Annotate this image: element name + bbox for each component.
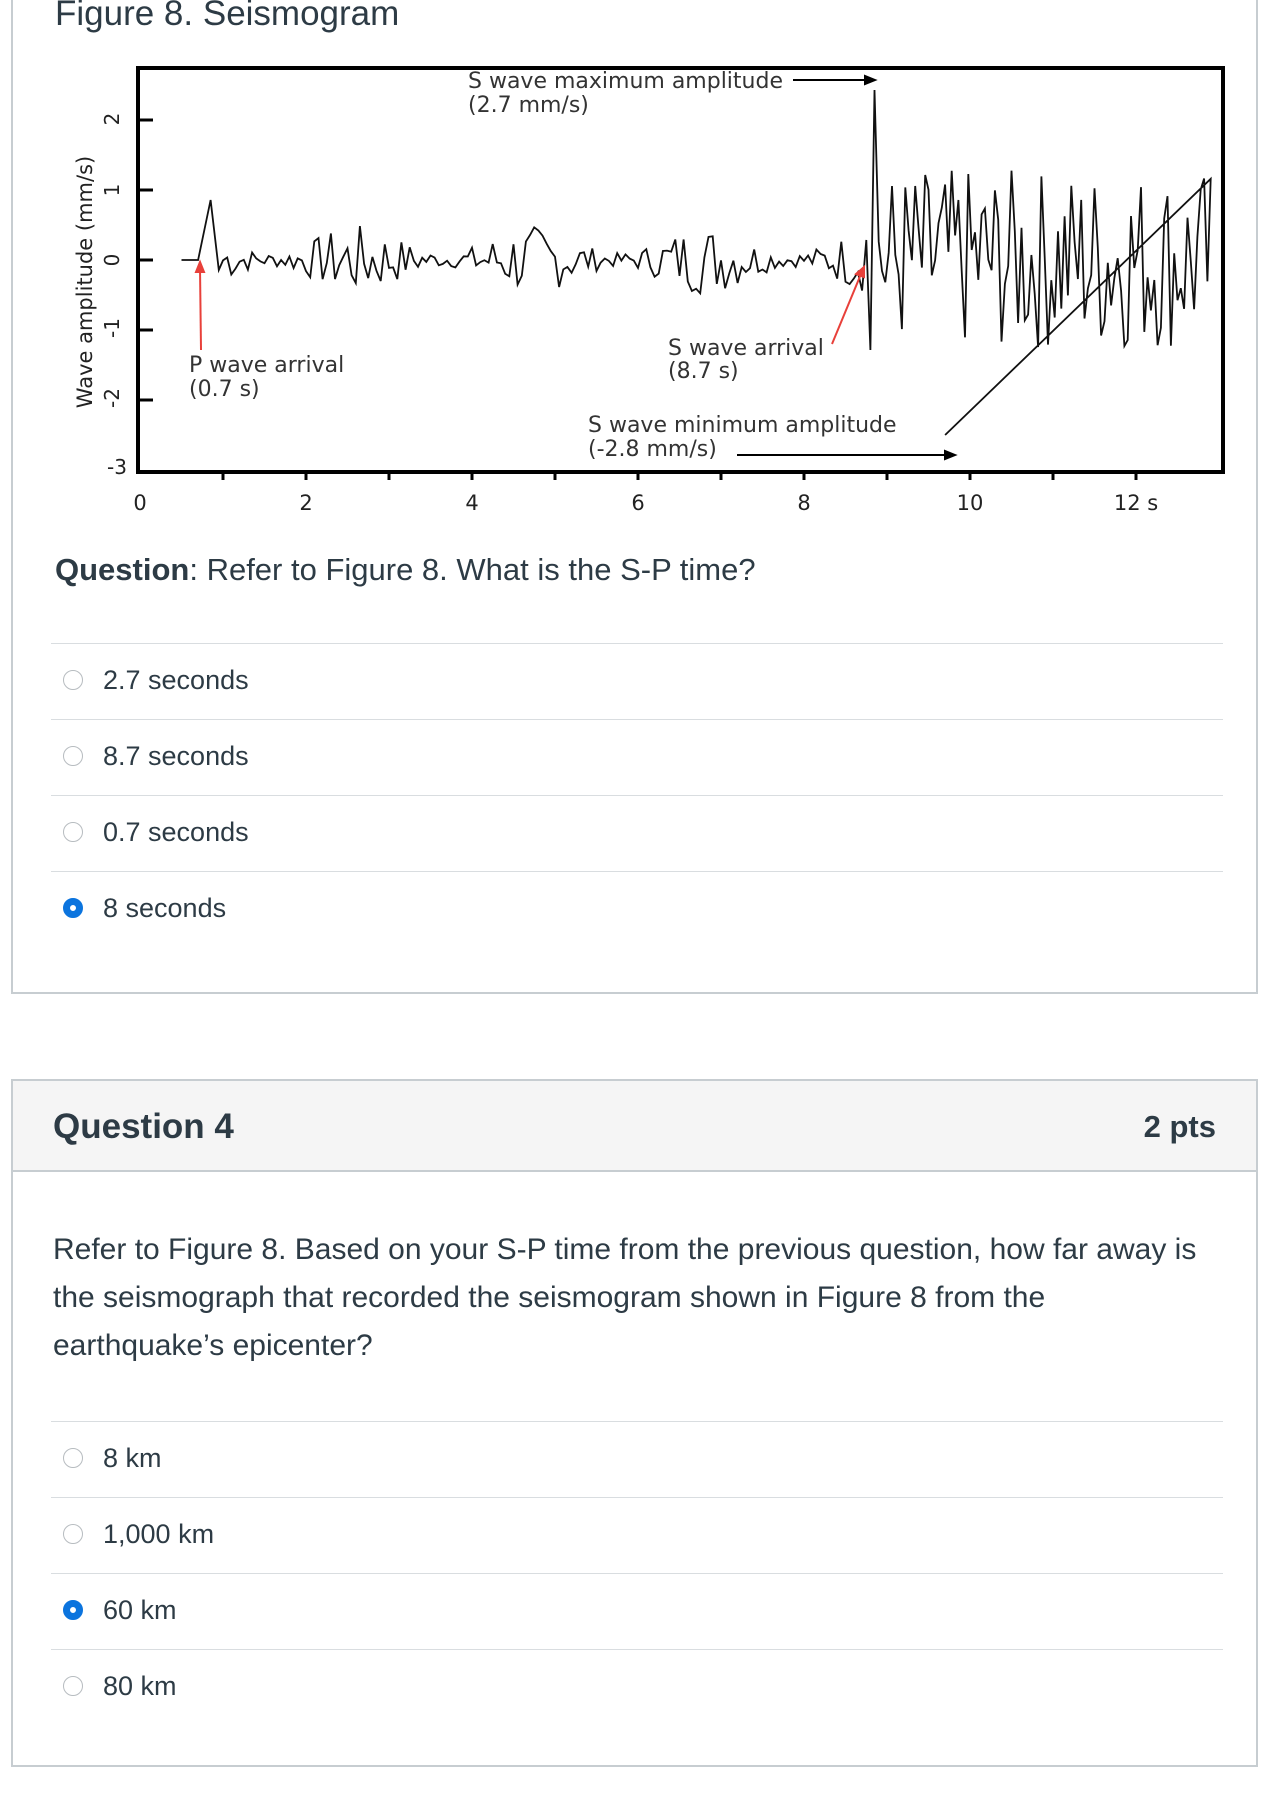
answer-label: 80 km — [103, 1671, 177, 1701]
x-tick-label: 2 — [299, 491, 313, 515]
y-tick-label: -1 — [100, 318, 124, 338]
radio-unselected[interactable] — [63, 1524, 83, 1544]
question-4-header — [13, 1081, 1256, 1172]
y-axis-ticks — [140, 120, 153, 400]
answer-label: 8.7 seconds — [103, 741, 249, 771]
seismogram-figure — [13, 28, 1253, 568]
question-3-text — [55, 552, 756, 588]
x-tick-label: 4 — [465, 491, 479, 515]
answer-option[interactable] — [51, 1497, 1223, 1573]
x-tick-label: 12 s — [1113, 491, 1159, 515]
annotation-p-arrival: P wave arrival — [189, 353, 345, 378]
answer-option[interactable] — [51, 871, 1223, 947]
answer-option[interactable] — [51, 1421, 1223, 1497]
answer-option[interactable] — [51, 719, 1223, 795]
x-tick-label: 0 — [133, 491, 147, 515]
radio-unselected[interactable] — [63, 1448, 83, 1468]
answer-option[interactable] — [51, 1649, 1223, 1725]
question-4-points: 2 pts — [1143, 1109, 1216, 1144]
annotation-s-max-value: (2.7 mm/s) — [468, 93, 589, 118]
question-4-options — [51, 1421, 1223, 1725]
annotation-s-arrival-value: (8.7 s) — [668, 359, 739, 384]
radio-unselected[interactable] — [63, 822, 83, 842]
y-tick-label: 2 — [100, 112, 124, 126]
x-tick-label: 8 — [797, 491, 811, 515]
answer-option[interactable] — [51, 643, 1223, 719]
x-tick-label: 10 — [956, 491, 984, 515]
radio-unselected[interactable] — [63, 746, 83, 766]
question-label: Question — [55, 552, 190, 587]
figure-title: Figure 8. Seismogram — [55, 0, 400, 33]
annotation-s-arrival: S wave arrival — [668, 336, 824, 361]
annotation-s-max: S wave maximum amplitude — [468, 69, 783, 94]
radio-unselected[interactable] — [63, 1676, 83, 1696]
question-4-text: Refer to Figure 8. Based on your S-P time from the previous question, how far away is the seismograph that recorded the seismogram shown in Figure 8 from the earthquake’s epicenter? — [53, 1233, 1197, 1362]
y-tick-label: -3 — [107, 455, 127, 479]
y-tick-label: -2 — [100, 388, 124, 408]
question-prompt: : Refer to Figure 8. What is the S-P time? — [189, 552, 756, 587]
answer-label: 2.7 seconds — [103, 665, 249, 695]
radio-unselected[interactable] — [63, 670, 83, 690]
y-tick-label: 1 — [100, 183, 124, 197]
y-tick-label: 0 — [100, 253, 124, 267]
answer-label: 60 km — [103, 1595, 177, 1625]
question-4-panel — [11, 1079, 1258, 1767]
y-axis-label: Wave amplitude (mm/s) — [73, 155, 97, 409]
answer-label: 0.7 seconds — [103, 817, 249, 847]
question-3-options — [51, 643, 1223, 947]
answer-label: 8 km — [103, 1443, 162, 1473]
annotation-p-arrival-value: (0.7 s) — [189, 377, 260, 402]
x-tick-label: 6 — [631, 491, 645, 515]
answer-label: 1,000 km — [103, 1519, 215, 1549]
annotation-s-min: S wave minimum amplitude — [588, 413, 897, 438]
radio-selected[interactable] — [63, 1600, 83, 1620]
annotation-s-min-value: (-2.8 mm/s) — [588, 437, 717, 462]
answer-option[interactable] — [51, 795, 1223, 871]
answer-label: 8 seconds — [103, 893, 227, 923]
answer-option[interactable] — [51, 1573, 1223, 1649]
question-4-title: Question 4 — [53, 1107, 234, 1146]
question-3-panel — [11, 0, 1258, 994]
radio-selected[interactable] — [63, 898, 83, 918]
